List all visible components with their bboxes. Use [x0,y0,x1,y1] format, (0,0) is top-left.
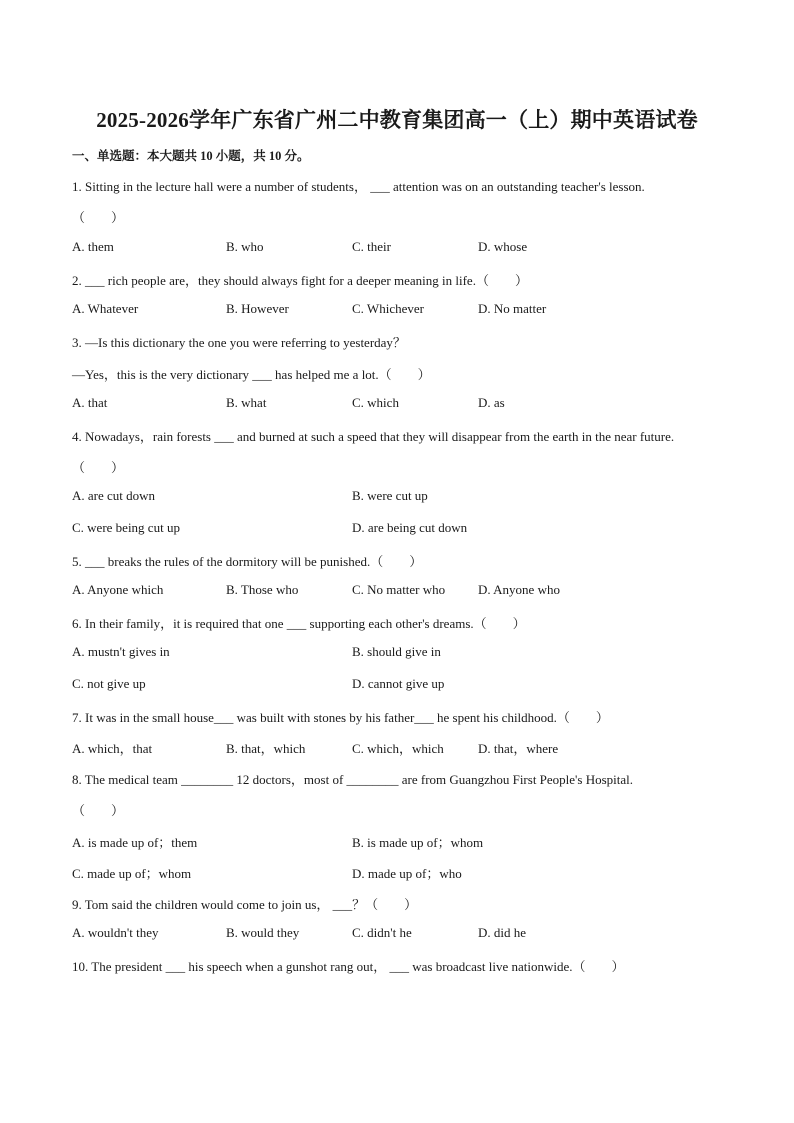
question-9-stem: 9. Tom said the children would come to join us， ___？（ ） [72,897,418,912]
question-4-option-c: C. were being cut up [72,520,180,535]
question-7-option-a: A. which，that [72,741,153,756]
question-7-option-d: D. that，where [478,741,559,756]
question-3-option-c: C. which [352,395,399,410]
question-9-option-d: D. did he [478,925,527,940]
question-4-answer-blank: （ ） [72,460,125,475]
question-5-option-a: A. Anyone which [72,582,164,597]
question-4-option-b: B. were cut up [352,488,428,503]
question-9-option-b: B. would they [226,925,300,940]
question-1-option-c: C. their [352,239,391,254]
question-8-option-c: C. made up of；whom [72,866,192,881]
question-8-stem: 8. The medical team ________ 12 doctors，most of ________ are from Guangzhou First People's Hospital. [72,772,634,787]
question-1-stem: 1. Sitting in the lecture hall were a number of students， ___ attention was on an outstanding teacher's lesson. [72,179,645,194]
question-2-stem: 2. ___ rich people are，they should always fight for a deeper meaning in life.（ ） [72,273,528,288]
question-8-option-a: A. is made up of；them [72,835,198,850]
question-6-option-b: B. should give in [352,644,441,659]
question-4-option-a: A. are cut down [72,488,156,503]
question-7-stem: 7. It was in the small house___ was built with stones by his father___ he spent his childhood.（ ） [72,710,609,725]
question-5-stem: 5. ___ breaks the rules of the dormitory will be punished.（ ） [72,554,423,569]
question-8-answer-blank: （ ） [72,803,125,818]
question-2-option-a: A. Whatever [72,301,139,316]
question-3-option-b: B. what [226,395,267,410]
question-4-stem: 4. Nowadays，rain forests ___ and burned at such a speed that they will disappear from the earth in the near future. [72,429,675,444]
question-5-option-b: B. Those who [226,582,299,597]
question-2-option-b: B. However [226,301,289,316]
question-1-option-d: D. whose [478,239,528,254]
question-8-option-b: B. is made up of；whom [352,835,484,850]
question-3-option-a: A. that [72,395,108,410]
question-3-option-d: D. as [478,395,505,410]
question-5-option-d: D. Anyone who [478,582,560,597]
question-6-option-c: C. not give up [72,676,146,691]
question-5-option-c: C. No matter who [352,582,446,597]
question-9-option-a: A. wouldn't they [72,925,159,940]
question-9-option-c: C. didn't he [352,925,412,940]
question-8-option-d: D. made up of；who [352,866,462,881]
question-1-option-b: B. who [226,239,264,254]
question-2-option-d: D. No matter [478,301,547,316]
question-6-option-d: D. cannot give up [352,676,445,691]
question-10-stem: 10. The president ___ his speech when a gunshot rang out， ___ was broadcast live nationwide.（ ） [72,959,625,974]
question-7-option-b: B. that，which [226,741,306,756]
question-4-option-d: D. are being cut down [352,520,468,535]
question-1-answer-blank: （ ） [72,210,125,225]
question-3-stem-line-2: —Yes，this is the very dictionary ___ has helped me a lot.（ ） [72,367,431,382]
question-7-option-c: C. which，which [352,741,444,756]
page-title: 2025-2026学年广东省广州二中教育集团高一（上）期中英语试卷 [96,108,698,132]
question-2-option-c: C. Whichever [352,301,424,316]
question-6-option-a: A. mustn't gives in [72,644,170,659]
question-6-stem: 6. In their family，it is required that one ___ supporting each other's dreams.（ ） [72,616,526,631]
section-heading: 一、单选题：本大题共 10 小题，共 10 分。 [72,149,310,163]
question-1-option-a: A. them [72,239,114,254]
question-3-stem-line-1: 3. —Is this dictionary the one you were referring to yesterday？ [72,335,406,350]
